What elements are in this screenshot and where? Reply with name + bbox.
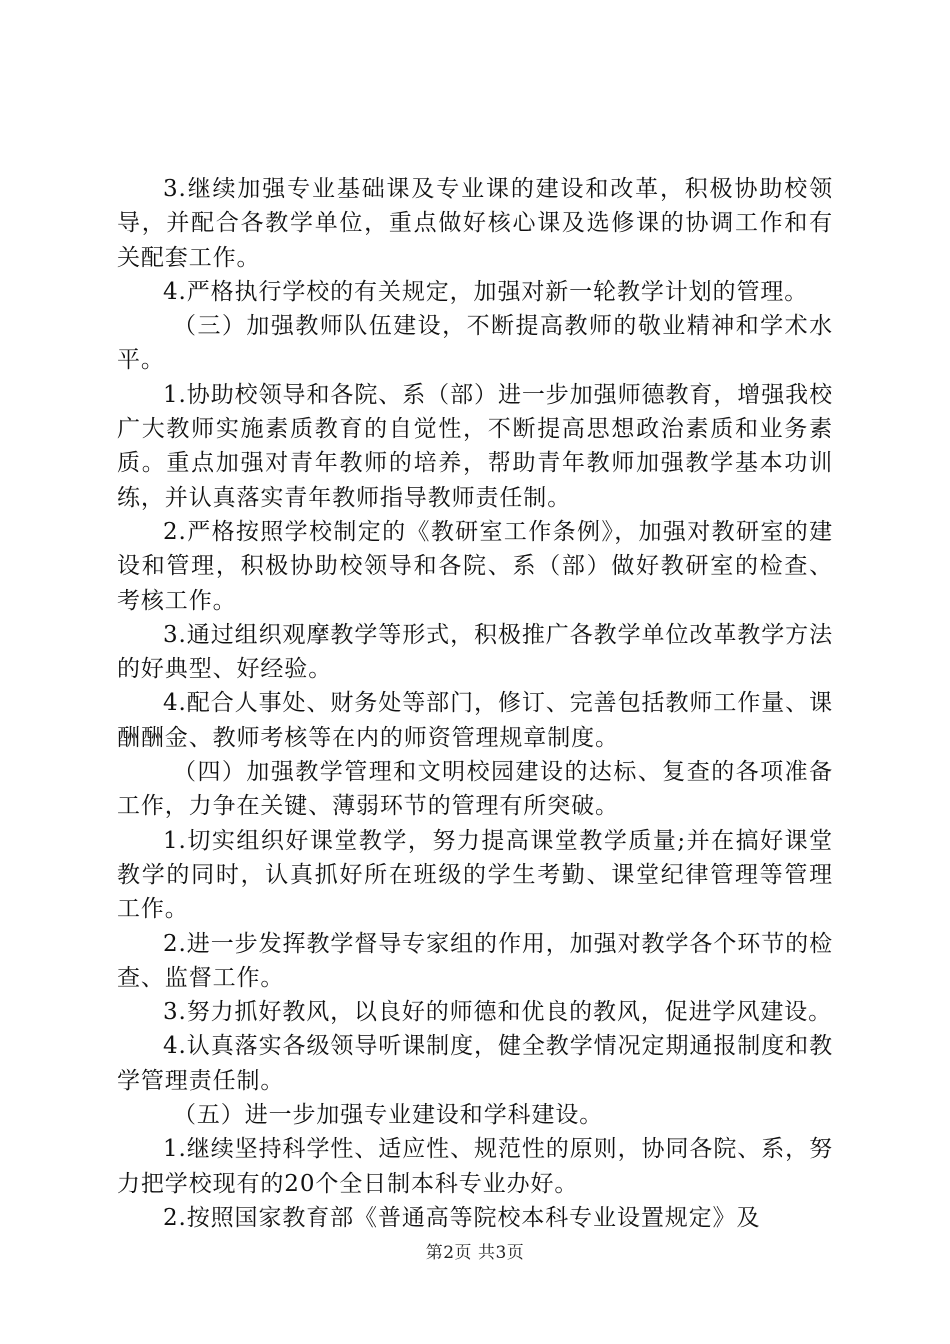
paragraph-item-3-course-reform: 3.继续加强专业基础课及专业课的建设和改革，积极协助校领导，并配合各教学单位，重点做好核心课及选修课的协调工作和有关配套工作。 [117,176,833,271]
paragraph-item-3-observation-teaching: 3.通过组织观摩教学等形式，积极推广各教学单位改革教学方法的好典型、好经验。 [117,621,833,683]
paragraph-item-2-supervision-group: 2.进一步发挥教学督导专家组的作用，加强对教学各个环节的检查、监督工作。 [117,930,833,991]
paragraph-item-4-personnel-rules: 4.配合人事处、财务处等部门，修订、完善包括教师工作量、课酬酬金、教师考核等在内的师资管理规章制度。 [117,690,833,751]
paragraph-item-3-teaching-style: 3.努力抓好教风，以良好的师德和优良的教风，促进学风建设。 [163,999,833,1026]
document-body [117,172,833,1235]
paragraph-item-4-lecture-attendance: 4.认真落实各级领导听课制度，健全教学情况定期通报制度和教学管理责任制。 [117,1033,833,1094]
paragraph-item-1-undergraduate-majors: 1.继续坚持科学性、适应性、规范性的原则，协同各院、系，努力把学校现有的20个全日制本科专业办好。 [117,1136,833,1197]
paragraph-item-2-teaching-office: 2.严格按照学校制定的《教研室工作条例》，加强对教研室的建设和管理，积极协助校领导和各院、系（部）做好教研室的检查、考核工作。 [117,518,833,614]
paragraph-item-1-classroom-teaching: 1.切实组织好课堂教学，努力提高课堂教学质量;并在搞好课堂教学的同时，认真抓好所在班级的学生考勤、课堂纪律管理等管理工作。 [117,827,833,923]
section-heading-teaching-management: （四）加强教学管理和文明校园建设的达标、复查的各项准备工作，力争在关键、薄弱环节的管理有所突破。 [117,759,833,820]
page-footer: 第2页 共3页 [425,1243,525,1263]
section-heading-teacher-team: （三）加强教师队伍建设，不断提高教师的敬业精神和学术水平。 [117,313,833,374]
paragraph-item-1-teacher-ethics: 1.协助校领导和各院、系（部）进一步加强师德教育，增强我校广大教师实施素质教育的自觉性，不断提高思想政治素质和业务素质。重点加强对青年教师的培养，帮助青年教师加强教学基本功训练，并认真落实青年教师指导教师责任制。 [117,381,833,511]
paragraph-item-4-teaching-plan: 4.严格执行学校的有关规定，加强对新一轮教学计划的管理。 [163,278,809,305]
section-heading-discipline-building: （五）进一步加强专业建设和学科建设。 [173,1102,604,1129]
paragraph-item-2-ministry-regulations: 2.按照国家教育部《普通高等院校本科专业设置规定》及 [163,1204,761,1231]
